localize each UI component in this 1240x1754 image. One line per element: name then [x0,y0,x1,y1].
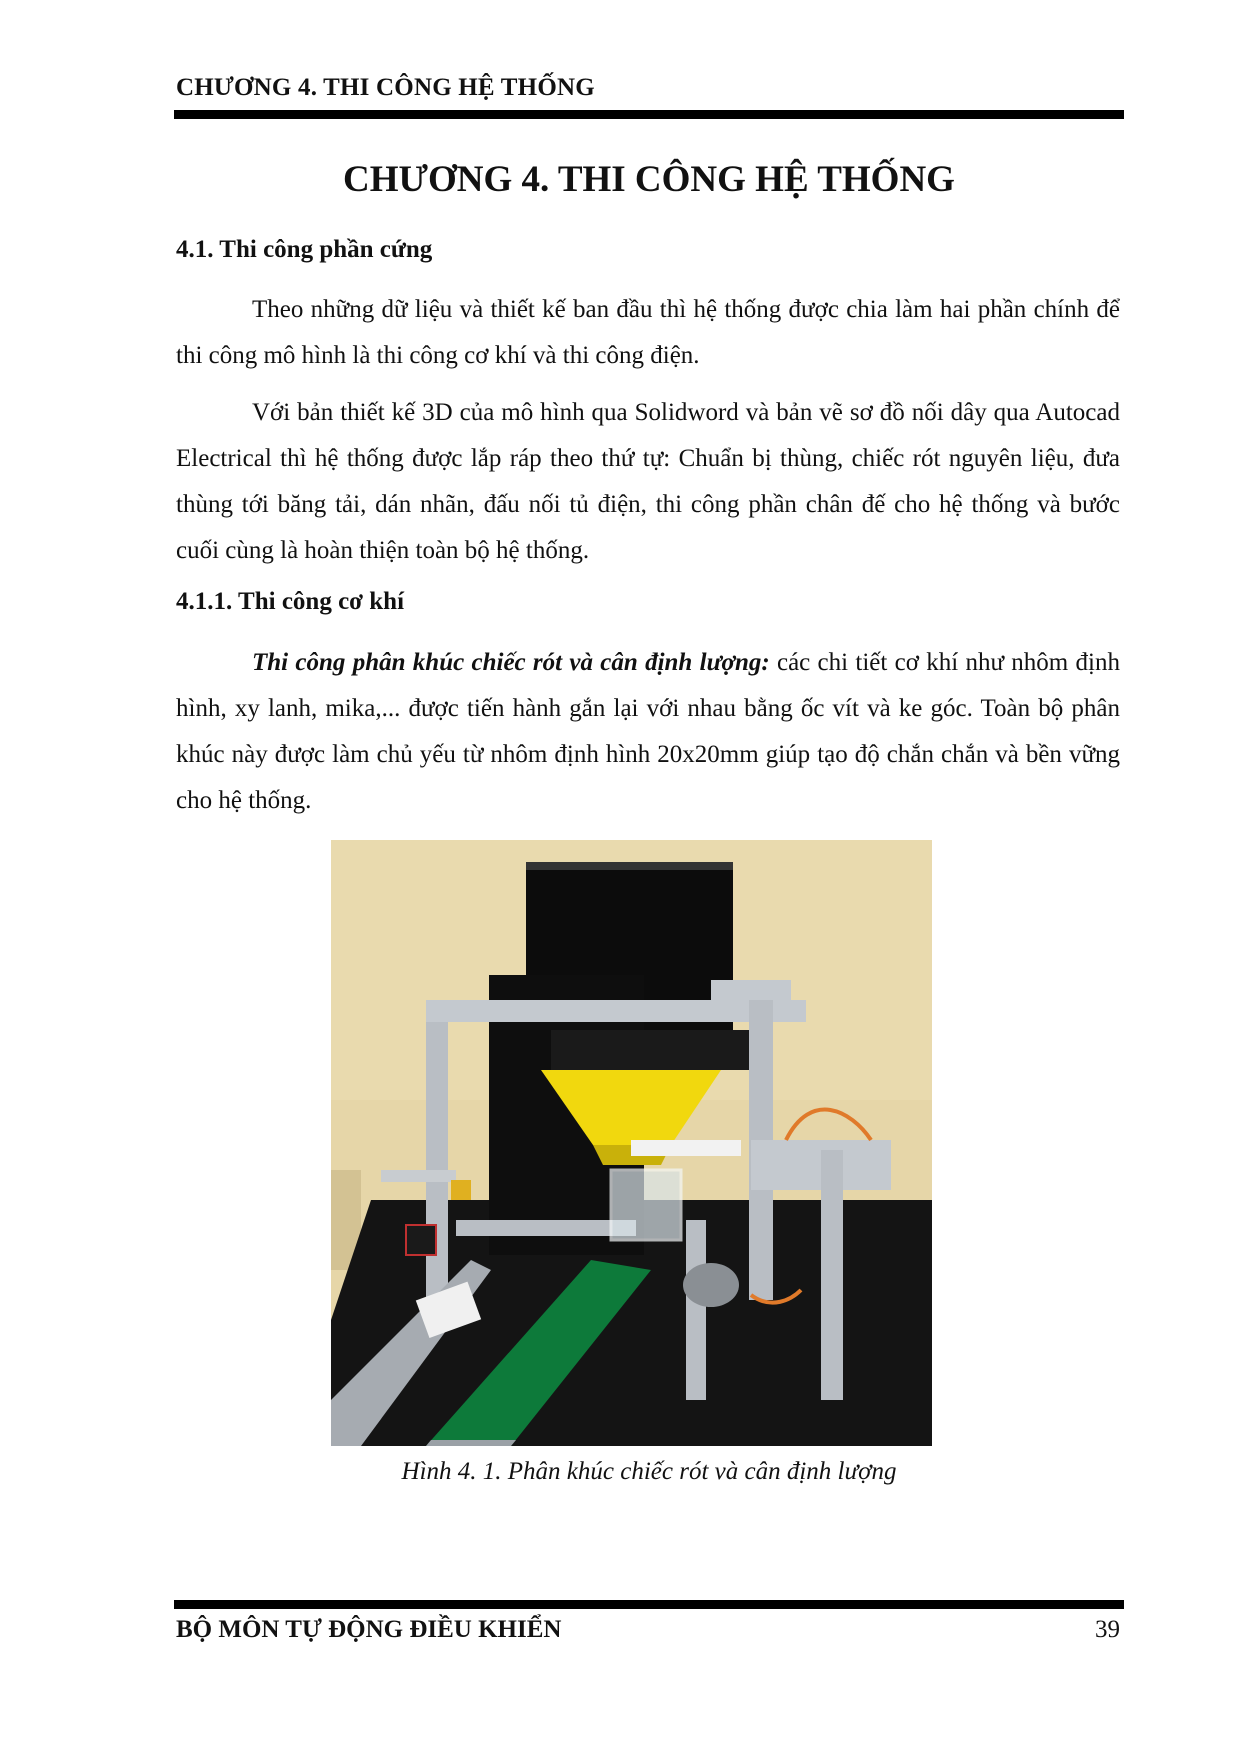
white-plate [631,1140,741,1156]
paragraph-text: Theo những dữ liệu và thiết kế ban đầu thì hệ thống được chia làm hai phần chính để thi công mô hình là thi công cơ khí và thi công điện. [176,296,1120,369]
hopper-rim [526,862,733,870]
figure-photo [331,840,932,1446]
paragraph-text: Với bản thiết kế 3D của mô hình qua Solidword và bản vẽ sơ đồ nối dây qua Autocad Electrical thì hệ thống được lắp ráp theo thứ tự: Chuẩn bị thùng, chiếc rót nguyên liệu, đưa thùng tới băng tải, dán nhãn, đấu nối tủ điện, thi công phần chân đế cho hệ thống và bước cuối cùng là hoàn thiện toàn bộ hệ thống. [176,399,1120,564]
frame-post-front [821,1150,843,1400]
paragraph-text [176,640,1120,824]
yellow-sensor [451,1180,471,1200]
frame-crossbar [456,1220,636,1236]
paragraph-mechanical [176,640,1120,824]
figure-caption: Hình 4. 1. Phân khúc chiếc rót và cân định lượng [401,1458,897,1485]
machine-photo-illustration [331,840,932,1446]
lead-phrase: Thi công phân khúc chiếc rót và cân định lượng: [252,649,770,676]
glass-container [611,1170,681,1240]
valve [406,1225,436,1255]
motor [683,1263,739,1307]
pneumatic-cylinder [381,1170,456,1182]
page-number: 39 [1095,1616,1120,1643]
header-rule [174,110,1124,119]
paragraph-body: các chi tiết cơ khí như nhôm định hình, xy lanh, mika,... được tiến hành gắn lại với nhau bằng ốc vít và ke góc. Toàn bộ phân khúc này được làm chủ yếu từ nhôm định hình 20x20mm giúp tạo độ chắn chắn và bền vững cho hệ thống. [176,649,1120,814]
paragraph-intro [176,287,1120,379]
belt-frame [426,1440,516,1446]
footer-rule [174,1600,1124,1609]
running-header: CHƯƠNG 4. THI CÔNG HỆ THỐNG [176,74,595,101]
paragraph-assembly-order [176,390,1120,574]
chapter-title: CHƯƠNG 4. THI CÔNG HỆ THỐNG [343,159,955,200]
frame-bracket [711,980,791,1000]
hopper-shelf [551,1030,751,1070]
section-heading-4-1: 4.1. Thi công phần cứng [176,236,433,263]
section-heading-4-1-1: 4.1.1. Thi công cơ khí [176,588,405,615]
footer-department: BỘ MÔN TỰ ĐỘNG ĐIỀU KHIỂN [176,1616,562,1643]
frame-post-mid [686,1220,706,1400]
